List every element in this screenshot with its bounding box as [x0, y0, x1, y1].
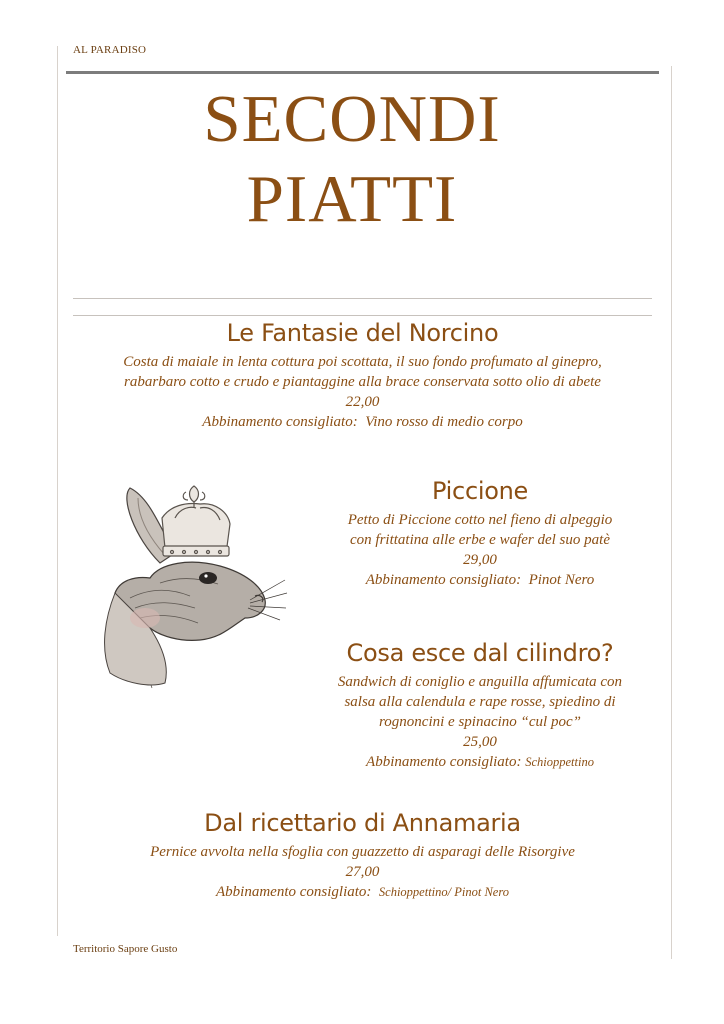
pairing-value: Pinot Nero: [528, 572, 595, 589]
dish-price: 29,00: [463, 552, 497, 569]
dish-name: Dal ricettario di Annamaria: [204, 809, 521, 837]
dish-description: [305, 672, 655, 772]
wine-pairing: [310, 570, 650, 590]
description-line: Pernice avvolta nella sfoglia con guazzetto di asparagi delle Risorgive: [150, 844, 575, 861]
footer-text: Territorio Sapore Gusto: [73, 943, 178, 955]
pairing-label: Abbinamento consigliato:: [202, 414, 358, 431]
dish-name: Cosa esce dal cilindro?: [346, 639, 614, 667]
dish-description: [75, 842, 650, 902]
dish-price: 25,00: [463, 734, 497, 751]
menu-title-line2: PIATTI: [246, 162, 458, 236]
description-line: rabarbaro cotto e crudo e piantaggine alla brace conservata sotto olio di abete: [124, 374, 601, 391]
divider-line: [73, 298, 652, 299]
pairing-value: Schioppettino/ Pinot Nero: [378, 885, 509, 900]
dish-price: 27,00: [345, 864, 380, 881]
description-line: con frittatina alle erbe e wafer del suo patè: [350, 532, 610, 549]
crowned-hare-illustration: [90, 468, 290, 698]
restaurant-name: AL PARADISO: [73, 44, 147, 56]
dish-price: 22,00: [345, 394, 380, 411]
wine-pairing: [75, 882, 650, 902]
dish-description: [310, 510, 650, 590]
pairing-label: Abbinamento consigliato:: [365, 572, 522, 589]
header-rule: [66, 71, 659, 74]
dish-name: Piccione: [432, 477, 528, 505]
description-line: salsa alla calendula e rape rosse, spiedino di: [344, 694, 616, 711]
pairing-value: Schioppettino: [525, 755, 594, 770]
dish-description: [75, 352, 650, 432]
wine-pairing: [305, 752, 655, 772]
pairing-label: Abbinamento consigliato:: [216, 884, 372, 901]
menu-title-line1: SECONDI: [203, 82, 501, 156]
dish-block: [75, 320, 650, 432]
pairing-value: Vino rosso di medio corpo: [365, 414, 523, 431]
dish-block: [75, 810, 650, 902]
dish-name: Le Fantasie del Norcino: [226, 319, 499, 347]
wine-pairing: [75, 412, 650, 432]
description-line: rognoncini e spinacino “cul poc”: [379, 714, 581, 731]
description-line: Costa di maiale in lenta cottura poi scottata, il suo fondo profumato al ginepro,: [123, 354, 602, 371]
dish-block: [310, 478, 650, 590]
pairing-label: Abbinamento consigliato:: [366, 754, 522, 771]
description-line: Sandwich di coniglio e anguilla affumicata con: [337, 674, 623, 691]
divider-line: [73, 315, 652, 316]
description-line: Petto di Piccione cotto nel fieno di alpeggio: [347, 512, 613, 529]
dish-block: [305, 640, 655, 772]
